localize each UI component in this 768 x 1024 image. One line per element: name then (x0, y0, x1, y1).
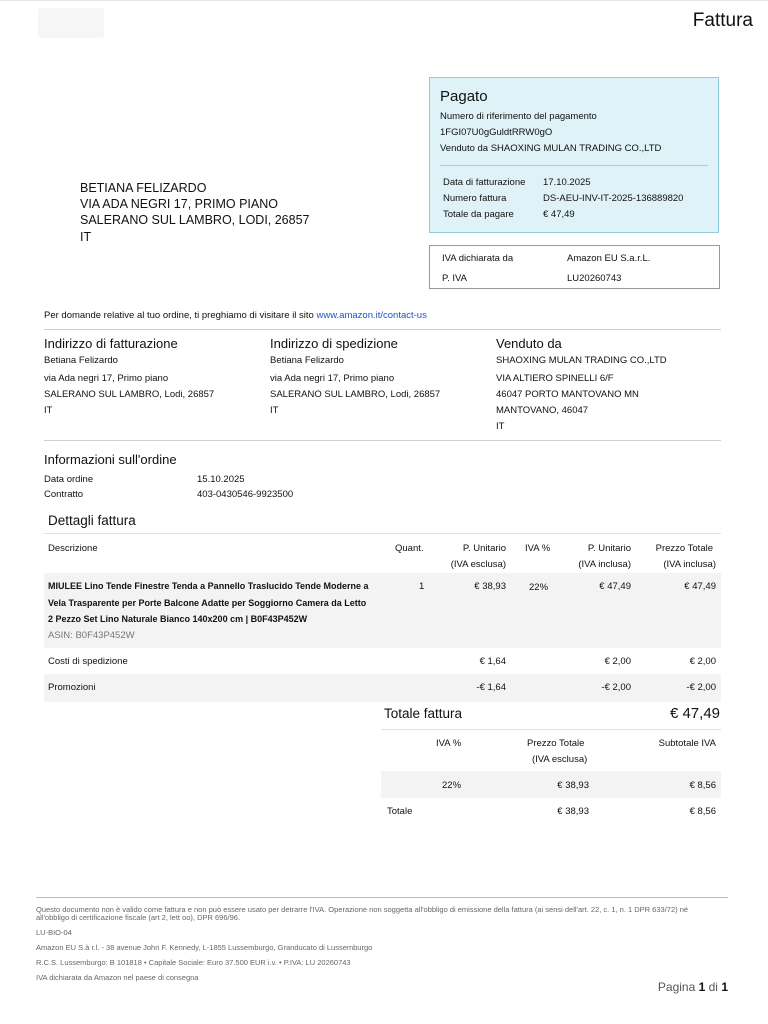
shipping-title: Indirizzo di spedizione (270, 336, 398, 351)
item-desc-line: 2 Pezzo Set Lino Naturale Bianco 140x200 cm | B0F43P452W (48, 614, 308, 624)
page-number: 1 (698, 980, 706, 994)
piva-value: LU20260743 (567, 273, 622, 284)
table-row (381, 771, 721, 798)
contract-label: Contratto (44, 489, 84, 500)
vat-sum-subtotal: € 8,56 (689, 806, 716, 817)
billing-line: IT (44, 405, 53, 416)
col-header-qty: Quant. (395, 543, 424, 554)
billing-line: SALERANO SUL LAMBRO, Lodi, 26857 (44, 389, 215, 400)
item-vat: 22% (529, 582, 549, 593)
logo-placeholder (38, 8, 104, 38)
divider (44, 329, 721, 330)
customer-country: IT (80, 230, 92, 244)
invoice-date-label: Data di fatturazione (443, 177, 526, 188)
item-asin: ASIN: B0F43P452W (48, 630, 135, 641)
payment-ref-value: 1FGI07U0gGuldtRRW0gO (440, 127, 553, 138)
divider (44, 533, 721, 534)
details-title: Dettagli fattura (48, 513, 136, 528)
col-header-unit-in: P. Unitario (587, 543, 631, 554)
col-header-total: Prezzo Totale (655, 543, 713, 554)
promo-unit-ex: -€ 1,64 (476, 682, 506, 693)
footer-line: Questo documento non è valido come fattura e non può essere usato per detrarre l'IVA. Operazione non soggetta all'obbligo di emissione della fattura (ai sensi dell'art. 22, c. 1, n. 1 DPR 633/72) né (36, 905, 689, 914)
vat-sum-total: € 38,93 (557, 806, 589, 817)
col-header-unit-ex: P. Unitario (462, 543, 506, 554)
shipping-cost-label: Costi di spedizione (48, 656, 128, 667)
promo-label: Promozioni (48, 682, 96, 693)
item-qty: 1 (419, 581, 425, 592)
customer-street: VIA ADA NEGRI 17, PRIMO PIANO (80, 197, 278, 211)
footer-line: LU-BIO-04 (36, 928, 72, 937)
piva-label: P. IVA (442, 273, 467, 284)
col-header-unit-ex-note: (IVA esclusa) (450, 559, 506, 570)
invoice-total-value: € 47,49 (669, 705, 720, 722)
invoice-number-label: Numero fattura (443, 193, 507, 204)
promo-total: -€ 2,00 (686, 682, 716, 693)
page-total: 1 (721, 980, 728, 994)
shipping-cost-unit-in: € 2,00 (604, 656, 631, 667)
customer-city: SALERANO SUL LAMBRO, LODI, 26857 (80, 213, 310, 227)
footer-line: Amazon EU S.à r.l. - 38 avenue John F. Kennedy, L-1855 Lussemburgo, Granducato di Lussemburgo (36, 943, 373, 952)
col-header-total-note: (IVA inclusa) (663, 559, 716, 570)
shipping-line: IT (270, 405, 279, 416)
amount-due-value: € 47,49 (543, 209, 575, 220)
seller-line: IT (496, 421, 505, 432)
seller-line: VIA ALTIERO SPINELLI 6/F (496, 373, 614, 384)
top-divider (0, 0, 768, 1)
invoice-total-label: Totale fattura (384, 706, 463, 721)
billing-line: Betiana Felizardo (44, 355, 118, 366)
vat-sum-label: Totale (387, 806, 413, 817)
customer-name: BETIANA FELIZARDO (80, 181, 207, 195)
shipping-line: via Ada negri 17, Primo piano (270, 373, 395, 384)
contact-link[interactable]: www.amazon.it/contact-us (316, 310, 427, 321)
billing-line: via Ada negri 17, Primo piano (44, 373, 169, 384)
vat-summary-header-total: Prezzo Totale (527, 738, 585, 749)
vat-summary-total: € 38,93 (557, 780, 589, 791)
payment-sold-by: Venduto da SHAOXING MULAN TRADING CO.,LTD (440, 143, 662, 154)
vat-declared-label: IVA dichiarata da (442, 253, 514, 264)
shipping-cost-unit-ex: € 1,64 (479, 656, 506, 667)
amount-due-label: Totale da pagare (443, 209, 514, 220)
seller-title: Venduto da (496, 336, 562, 351)
footer-line: IVA dichiarata da Amazon nel paese di consegna (36, 973, 199, 982)
vat-summary-subtotal: € 8,56 (689, 780, 716, 791)
order-date-value: 15.10.2025 (197, 474, 245, 485)
page-mid: di (705, 980, 722, 994)
invoice-number-value: DS-AEU-INV-IT-2025-136889820 (543, 193, 684, 204)
payment-ref-label: Numero di riferimento del pagamento (440, 111, 597, 122)
item-desc-line: Vela Trasparente per Porte Balcone Adatte per Soggiorno Camera da Letto (48, 598, 367, 608)
vat-summary-header-vat: IVA % (436, 738, 462, 749)
payment-divider (440, 165, 708, 166)
shipping-cost-total: € 2,00 (689, 656, 716, 667)
payment-status: Pagato (440, 88, 488, 105)
billing-title: Indirizzo di fatturazione (44, 336, 178, 351)
divider (381, 729, 721, 730)
contract-value: 403-0430546-9923500 (197, 489, 294, 500)
vat-summary-header-subtotal: Subtotale IVA (658, 738, 716, 749)
contact-text: Per domande relative al tuo ordine, ti preghiamo di visitare il sito (44, 310, 317, 321)
item-unit-ex: € 38,93 (474, 581, 506, 592)
promo-unit-in: -€ 2,00 (601, 682, 631, 693)
order-info-title: Informazioni sull'ordine (44, 452, 177, 467)
footer-divider (36, 897, 728, 898)
order-date-label: Data ordine (44, 474, 94, 485)
page-title: Fattura (692, 10, 753, 31)
shipping-line: Betiana Felizardo (270, 355, 344, 366)
divider (44, 440, 721, 441)
vat-summary-header-total-note: (IVA esclusa) (532, 754, 588, 765)
vat-declared-value: Amazon EU S.a.r.L. (567, 253, 651, 264)
vat-summary-rate: 22% (442, 780, 462, 791)
col-header-unit-in-note: (IVA inclusa) (578, 559, 631, 570)
footer-line: R.C.S. Lussemburgo: B 101818 • Capitale Sociale: Euro 37.500 EUR i.v. • P.IVA: LU 20260743 (36, 958, 351, 967)
seller-line: SHAOXING MULAN TRADING CO.,LTD (496, 355, 667, 366)
page-prefix: Pagina (657, 980, 699, 994)
contact-line (44, 310, 427, 321)
page-indicator (658, 980, 728, 994)
invoice-date-value: 17.10.2025 (543, 177, 591, 188)
vat-declaration-box (429, 245, 720, 289)
item-unit-in: € 47,49 (599, 581, 631, 592)
seller-line: MANTOVANO, 46047 (496, 405, 589, 416)
footer-disclaimer (36, 906, 726, 922)
col-header-vat: IVA % (525, 543, 551, 554)
item-total: € 47,49 (684, 581, 716, 592)
payment-box (429, 77, 719, 233)
seller-line: 46047 PORTO MANTOVANO MN (496, 389, 639, 400)
footer-line: all'obbligo di certificazione fiscale (art 2, lett oo), DPR 696/96. (36, 913, 241, 922)
item-desc-line: MIULEE Lino Tende Finestre Tenda a Pannello Traslucido Tende Moderne a (48, 581, 369, 591)
shipping-line: SALERANO SUL LAMBRO, Lodi, 26857 (270, 389, 441, 400)
col-header-desc: Descrizione (48, 543, 98, 554)
